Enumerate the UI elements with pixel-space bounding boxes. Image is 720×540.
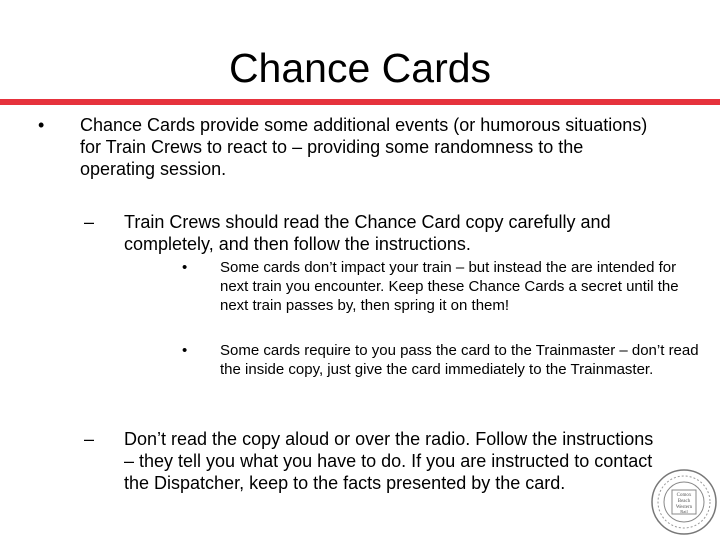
bullet-marker: • [38,115,45,135]
slide-title: Chance Cards [228,45,492,91]
sub-bullet-text: Don’t read the copy aloud or over the radio. Follow the instructions – they tell you what you have to do. If you are instructed to contact the Dispatcher, keep to the facts presented by the card. [124,429,654,493]
sub-bullet-marker: – [84,429,95,449]
sub-sub-bullet-marker: • [182,259,188,276]
title-underline [0,99,720,105]
bullet-text: Chance Cards provide some additional events (or humorous situations) for Train Crews to react to – providing some randomness to the operating session. [80,115,648,179]
seal-line: Comox [676,493,692,498]
sub-sub-bullet-text: Some cards don’t impact your train – but instead the are intended for next train you encounter. Keep these Chance Cards a secret until the next train passes by, then spring it on them! [220,259,679,314]
railroad-seal-logo [650,468,718,536]
sub-sub-bullet-text: Some cards require to you pass the card to the Trainmaster – don’t read the inside copy, just give the card immediately to the Trainmaster. [220,342,699,378]
seal-line: Rail [680,509,688,514]
seal-line: Beach [677,499,691,504]
sub-bullet-text: Train Crews should read the Chance Card copy carefully and completely, and then follow the instructions. [124,212,611,254]
seal-line: Western [675,505,693,510]
sub-bullet-marker: – [84,212,95,232]
sub-sub-bullet-marker: • [182,342,188,359]
